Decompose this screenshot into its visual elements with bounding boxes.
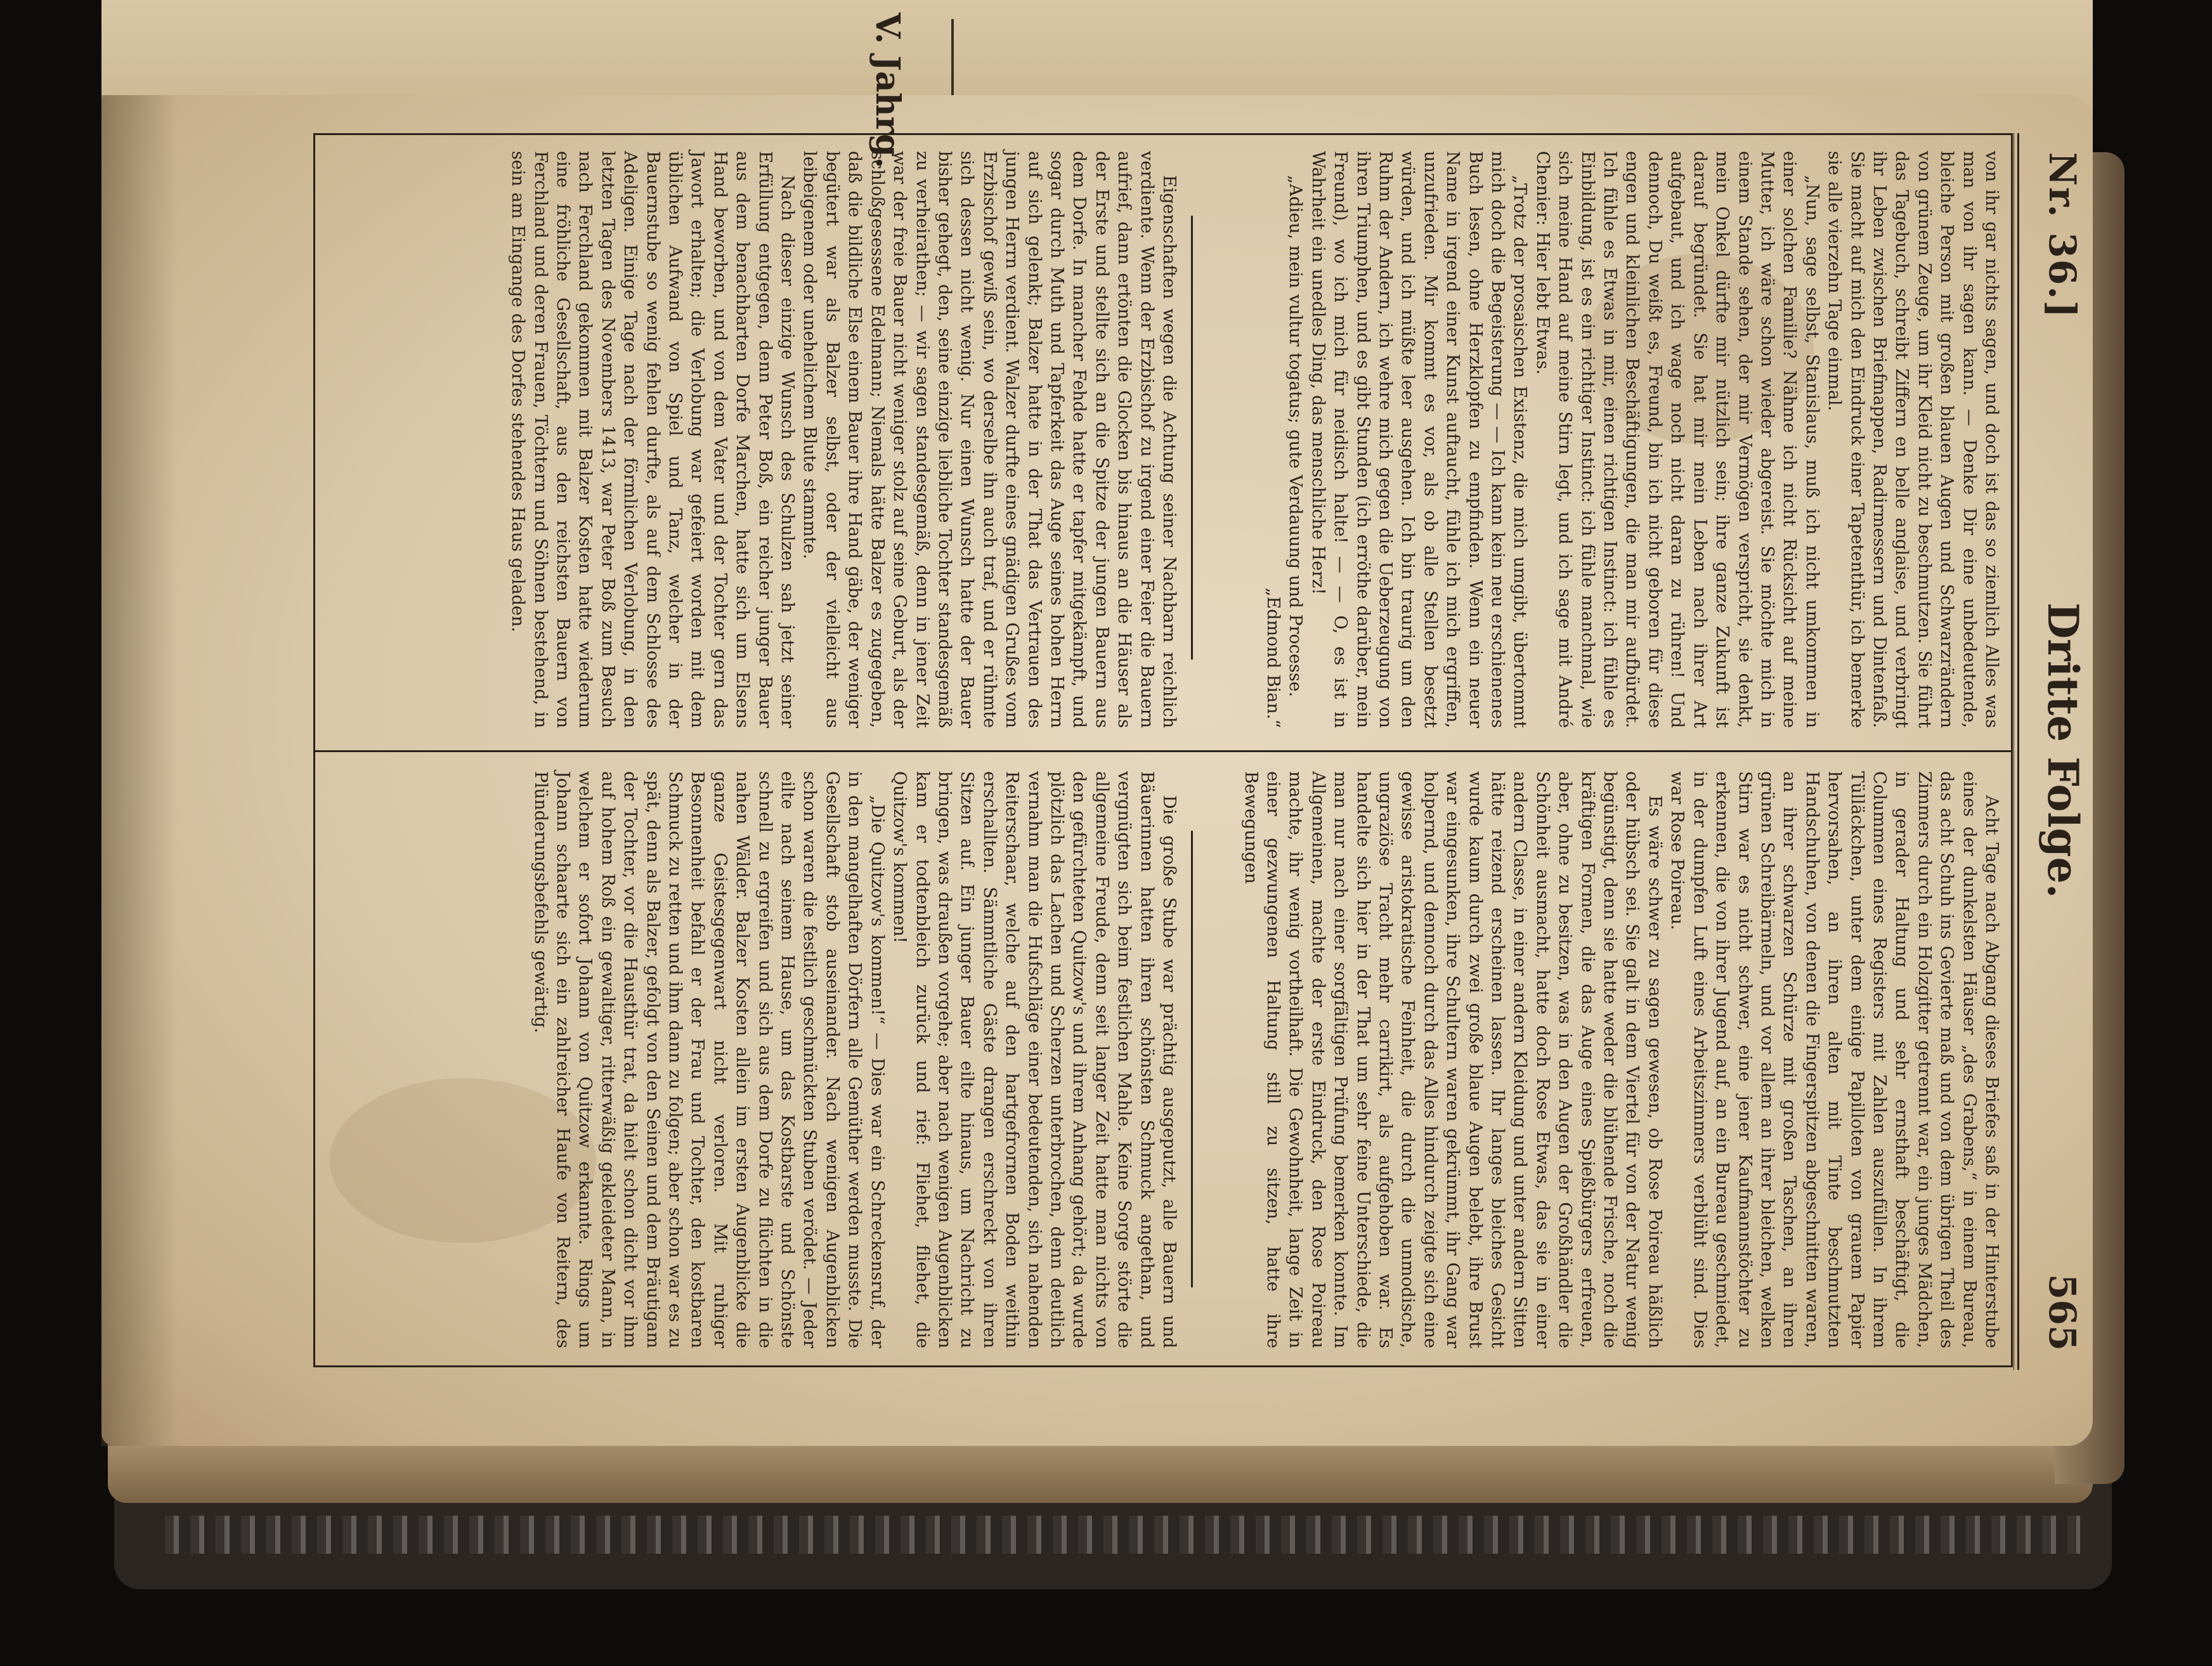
column-right-top xyxy=(1239,771,2003,1348)
signature: „Edmond Bian.“ xyxy=(1263,587,1283,728)
binding-pattern xyxy=(165,1516,2080,1554)
column-left-top xyxy=(1262,151,2003,728)
head-rule xyxy=(2017,133,2019,1370)
paragraph: Es wäre schwer zu sagen gewesen, ob Rose Poireau häßlich oder hübsch sei. Sie galt in dem Viertel für von der Natur wenig begünstigt, denn sie hatte weder die blühende Frische, noch die kräftigen Formen, die das Auge eines Spießbürgers erfreuen, aber, ohne zu besitzen, was in den Augen der Großhändler die Schönheit ausmacht, hatte doch Rose Etwas, das sie in einer andern Classe, in einer andern Kleidung und unter andern Sitten hätte reizend erscheinen lassen. Ihr langes bleiches Gesicht wurde kaum durch zwei große blaue Augen belebt, ihre Brust war eingesunken, ihre Schultern waren gekrümmt, ihr Gang war holpernd, und dennoch durch das Alles hindurch zeigte sich eine gewisse aristokratische Feinheit, die durch die unmodische, ungraziöse Tracht mehr carrikirt, als aufgehoben war. Es handelte sich hier in der That um sehr feine Unterschiede, die man nur nach einer sorgfältigen Prüfung bemerken konnte. Im Allgemeinen, machte der erste Eindruck, den Rose Poireau machte, ihr wenig vortheilhaft. Die Gewohnheit, lange Zeit in einer gezwungenen Haltung still zu sitzen, hatte ihre Bewegungen xyxy=(1240,771,1665,1348)
section-rule xyxy=(1191,831,1193,1287)
column-right-bottom xyxy=(529,771,1180,1348)
page-shadow xyxy=(101,95,178,1446)
section-rule xyxy=(1191,216,1193,660)
paragraph: Eigenschaften wegen die Achtung seiner Nachbarn reichlich verdiente. Wenn der Erzbischof zu irgend einer Feier die Bauern aufrief, dann ertönten die Glocken bis hinaus an die Häuser als der Erste und stellte sich an die Spitze der jungen Bauern aus dem Dorfe. In mancher Fehde hatte er tapfer mitgekämpft, und sogar durch Muth und Tapferkeit das Auge seines hohen Herrn auf sich gelenkt; Balzer hatte in der That das Vertrauen des jungen Herrn verdient. Walzer durfte eines gnädigen Grußes vom Erzbischof gewiß sein, wo derselbe ihn auch traf, und er rühmte sich dessen nicht wenig. Nur einen Wunsch hatte der Bauer bisher gehegt, den, seine einzige liebliche Tochter standesgemäß zu verheirathen; — wir sagen standesgemäß, denn in jener Zeit war der freie Bauer nicht weniger stolz auf seine Geburt, als der schloßgesessene Edelmann; Niemals hätte Balzer es zugegeben, daß die bildliche Else einem Bauer ihre Hand gäbe, der weniger begütert war als Balzer selbst, oder der vielleicht aus leibeigenem oder unehelichem Blute stammte. xyxy=(800,151,1179,728)
paragraph: Nach dieser einzige Wunsch des Schulzen sah jetzt seiner Erfüllung entgegen, denn Peter Boß, ein reicher junger Bauer aus dem benachbarten Dorfe Marchen, hatte sich um Elsens Hand beworben, und von dem Vater und der Tochter gern das Jawort erhalten; die Verlobung war gefeiert worden mit dem üblichen Aufwand von Spiel und Tanz, welcher in der Bauernstube so wenig fehlen durfte, als auf dem Schlosse des Adeligen. Einige Tage nach der förmlichen Verlobung, in den letzten Tagen des Novembers 1413, war Peter Boß zum Besuch nach Ferchland gekommen mit Balzer Kosten hatte wiederum eine fröhliche Gesellschaft, aus den reichsten Bauern von Ferchland und deren Frauen, Töchtern und Söhnen bestehend, in sein am Eingange des Dorfes stehendes Haus geladen. xyxy=(508,151,798,728)
paragraph: von ihr gar nichts sagen, und doch ist das so ziemlich Alles was man von ihr sagen kann. — Denke Dir eine unbedeutende, bleiche Person mit großen blauen Augen und Schwarzrändern von grünem Zeuge, um ihr Kleid nicht zu beschmutzen. Sie führt das Tagebuch, schreibt Ziffern en belle anglaise, und verbringt ihr Leben zwischen Briefmappen, Radirmessern und Dintenfaß. Sie macht auf mich den Eindruck einer Tapetenthür, ich bemerke sie alle vierzehn Tage einmal. xyxy=(1825,151,2001,728)
column-left-bottom xyxy=(507,151,1180,728)
series-title: Dritte Folge. xyxy=(2038,602,2088,899)
page-content xyxy=(276,133,2090,1370)
paragraph: „Nun, sage selbst, Stanislaus, muß ich nicht umkommen in einer solchen Familie? Nähme ich nicht Rücksicht auf meine Mutter, ich wäre schon wieder abgereist. Sie möchte mich in einem Stande sehen, der mir Vermögen verspricht, sie denkt, mein Onkel dürfte mir nützlich sein; ihre ganze Zukunft ist darauf begründet. Sie hat mir mein Leben nach ihrer Art aufgebaut, und ich wage noch nicht daran zu rühren! Und dennoch, Du weißt es, Freund, bin ich nicht geboren für diese engen und kleinlichen Beschäftigungen, die man mir aufbürdet. Ich fühle es Etwas in mir, einen richtigen Instinct: ich fühle es Einbildung, ist es ein richtiger Instinct: ich fühle manchmal, wie sich meine Hand auf meine Stirn legt, und ich sage mit André Chenier: Hier lebt Etwas. xyxy=(1532,151,1822,728)
paragraph: „Trotz der prosaischen Existenz, die mich umgibt, übertommt mich doch die Begeisterung — — Ich kann kein neu erschienenes Buch lesen, ohne Herzklopfen zu empfinden. Wenn ein neuer Name in irgend einer Kunst auftaucht, fühle ich mich ergriffen, unzufrieden. Mir kommt es vor, als ob alle Stellen besetzt würden, und ich müßte leer ausgehen. Ich bin traurig um den Ruhm der Andern, ich wehre mich gegen die Ueberzeugung von ihren Triumphen, und es gibt Stunden (ich erröthe darüber, mein Freund), wo ich mich für neidisch halte! — — O, es ist in Wahrheit ein unedles Ding, das menschliche Herz! xyxy=(1308,151,1530,728)
running-head xyxy=(2020,133,2090,1370)
issue-number: Nr. 36.] xyxy=(2041,152,2084,319)
paragraph: Acht Tage nach Abgang dieses Briefes saß in der Hinterstube eines der dunkelsten Häuser „des Grabens,“ in einem Bureau, das acht Schuh ins Gevierte maß und von dem übrigen Theil des Zimmers durch ein Holzgitter getrennt war, ein junges Mädchen, in gerader Haltung und sehr ernsthaft beschäftigt, die Colummen eines Registers mit Zahlen auszufüllen. In ihrem Tülläckchen, unter dem einige Papilloten von grauem Papier hervorsahen, an ihren alten mit Tinte beschmutzten Handschuhen, von denen die Fingerspitzen abgeschnitten waren, an ihrer schwarzen Schürze mit großen Taschen, an ihren grünen Schreibärmeln, und vor allem an ihrer bleichen, welken Stirn war es nicht schwer, eine jener Kaufmannstöchter zu erkennen, die von ihrer Jugend auf, an ein Bureau geschmiedet, in der dumpfen Luft eines Arbeitszimmers verblüht sind. Dies war Rose Poireau. xyxy=(1667,771,2001,1348)
paragraph: Die große Stube war prächtig ausgeputzt, alle Bauern und Bäuerinnen hatten ihren schönsten Schmuck angethan, und vergnügten sich beim festlichen Mahle. Keine Sorge störte die allgemeine Freude, denn seit langer Zeit hatte man nichts von den gefürchteten Quitzow's und ihrem Anhang gehört; da wurde plötzlich das Lachen und Scherzen unterbrochen, denn deutlich vernahm man die Hufschläge einer bedeutenden, sich nahenden Reiterschaar, welche auf den hartgefrornen Boden weithin erschallten. Sämmtliche Gäste drangen erschreckt von ihren Sitzen auf. Ein junger Bauer eilte hinaus, um Nachricht zu bringen, was draußen vorgehe; aber nach wenigen Augenblicken kam er todtenbleich zurück und rief: Fliehet, fliehet, die Quitzow's kommen! xyxy=(890,771,1179,1348)
column-divider xyxy=(313,750,2013,752)
previous-page-label: V. Jahrg. xyxy=(868,13,907,169)
previous-page-rule xyxy=(951,19,954,101)
paragraph: „Adieu, mein vultur togatus; gute Verdauung und Processe. xyxy=(1285,175,1306,698)
paragraph: „Die Quitzow's kommen!“ — Dies war ein Schreckensruf, der in den mangelhaften Dörfern alle Gemüther werden musste. Die Gesellschaft stob auseinander. Nach wenigen Augenblicken schon waren die festlich geschmückten Stuben verödet. — Jeder eilte nach seinem Hause, um das Kostbarste und Schönste schnell zu ergreifen und sich aus dem Dorfe zu flüchten in die nahen Wälder. Balzer Kosten allein im ersten Augenblicke die ganze Geistesgegenwart nicht verloren. Mit ruhiger Besonnenheit befahl er der Frau und Tochter, den kostbaren Schmuck zu retten und ihm dann zu folgen; aber schon war es zu spät, denn als Balzer, gefolgt von den Seinen und dem Bräutigam der Tochter, vor die Hausthür trat, da hielt schon dicht vor ihm auf hohem Roß ein gewaltiger, ritterwäßig gekleideter Mann, in welchem er sofort Johann von Quitzow erkannte. Rings um Johann schaarte sich ein zahlreicher Haufe von Reitern, des Plünderungsbefehls gewärtig. xyxy=(530,771,887,1348)
page-number: 565 xyxy=(2041,1273,2084,1351)
